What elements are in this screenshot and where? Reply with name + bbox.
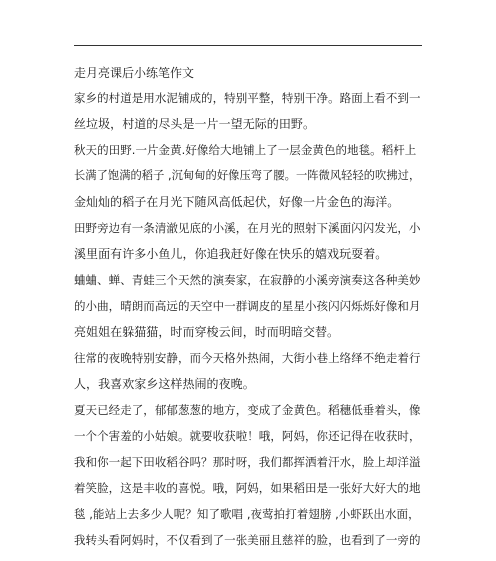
header-rule (74, 45, 422, 46)
text-line: 人，我喜欢家乡这样热闹的夜晚。 (74, 377, 255, 391)
text-line: 着笑脸，这是丰收的喜悦。哦，阿妈，如果稻田是一张好大好大的地 (74, 481, 421, 495)
text-line: 亮姐姐在躲猫猫，时而穿梭云间，时而明暗交替。 (74, 325, 340, 339)
document-title: 走月亮课后小练笔作文 (74, 66, 195, 80)
text-line: 秋天的田野.一片金黄.好像给大地铺上了一层金黄色的地毯。稻杆上 (74, 143, 417, 157)
text-line: 往常的夜晚特别安静，而今天格外热闹，大街小巷上络绎不绝走着行 (74, 351, 421, 365)
text-line: 的小曲，晴朗而高远的天空中一群调皮的星星小孩闪闪烁烁好像和月 (74, 299, 421, 313)
text-line: 金灿灿的稻子在月光下随风高低起伏，好像一片金色的海洋。 (74, 195, 400, 209)
text-line: 夏天已经走了，郁郁葱葱的地方，变成了金黄色。稻穗低垂着头，像 (74, 403, 421, 417)
text-line: 我和你一起下田收稻谷吗？那时呀，我们都挥洒着汗水，脸上却洋溢 (74, 455, 421, 469)
text-line: 田野旁边有一条清澈见底的小溪，在月光的照射下溪面闪闪发光，小 (74, 221, 421, 235)
text-line: 溪里面有许多小鱼儿，你追我赶好像在快乐的嬉戏玩耍着。 (74, 247, 388, 261)
text-line: 丝垃圾，村道的尽头是一片一望无际的田野。 (74, 117, 316, 131)
text-line: 我转头看阿妈时，不仅看到了一张美丽且慈祥的脸，也看到了一旁的 (74, 533, 421, 547)
text-line: 一个个害羞的小姑娘。就要收获啦！哦，阿妈，你还记得在收获时， (74, 429, 421, 443)
text-line: 长满了饱满的稻子 ,沉甸甸的好像压弯了腰。一阵微风轻轻的吹拂过， (74, 169, 421, 182)
text-line: 家乡的村道是用水泥铺成的，特别平整，特别干净。路面上看不到一 (74, 91, 421, 105)
text-line: 毯 ,能站上去多少人呢？知了歌唱 ,夜莺拍打着翅膀 ,小虾跃出水面， (74, 507, 420, 521)
text-line: 蛐蛐、蝉、青蛙三个天然的演奏家，在寂静的小溪旁演奏这各种美妙 (74, 273, 421, 287)
